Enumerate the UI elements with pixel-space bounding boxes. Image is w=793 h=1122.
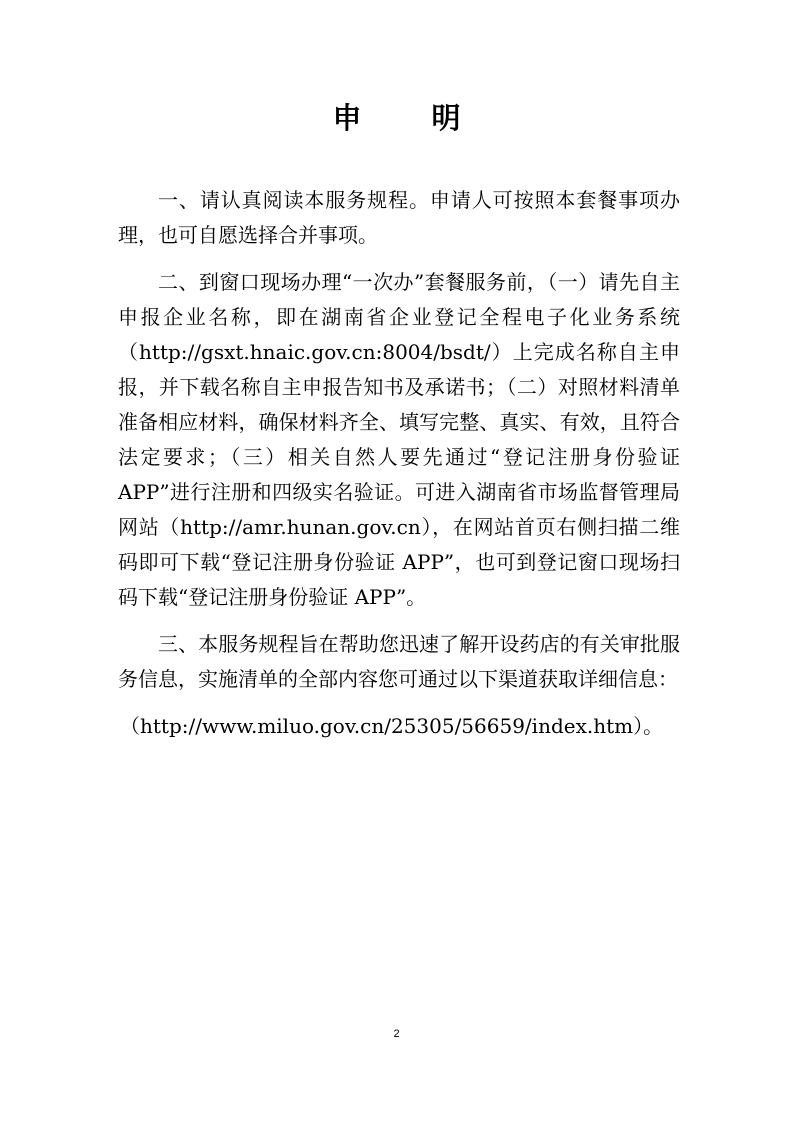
page-number: 2 [393,1028,400,1040]
paragraph-1: 一、请认真阅读本服务规程。申请人可按照本套餐事项办理，也可自愿选择合并事项。 [118,188,680,247]
paragraph-4-url: （http://www.miluo.gov.cn/25305/56659/index.htm）。 [120,714,664,738]
paragraph-2: 二、到窗口现场办理“一次办”套餐服务前，（一）请先自主申报企业名称，即在湖南省企业登记全程电子化业务系统（http://gsxt.hnaic.gov.cn:8004/bsdt/）上完成名称自主申报，并下载名称自主申报告知书及承诺书；（二）对照材料清单准备相应材料，确保材料齐全、填写完整、真实、有效，且符合法定要求；（三）相关自然人要先通过“登记注册身份验证 APP”进行注册和四级实名验证。可进入湖南省市场监督管理局网站（http://amr.hunan.gov.cn），在网站首页右侧扫描二维码即可下载“登记注册身份验证 APP”，也可到登记窗口现场扫码下载“登记注册身份验证 APP”。 [118,270,680,609]
page-title: 申 明 [332,101,491,135]
paragraph-3: 三、本服务规程旨在帮助您迅速了解开设药店的有关审批服务信息，实施清单的全部内容您可通过以下渠道获取详细信息： [118,632,680,691]
document-body [118,183,680,756]
